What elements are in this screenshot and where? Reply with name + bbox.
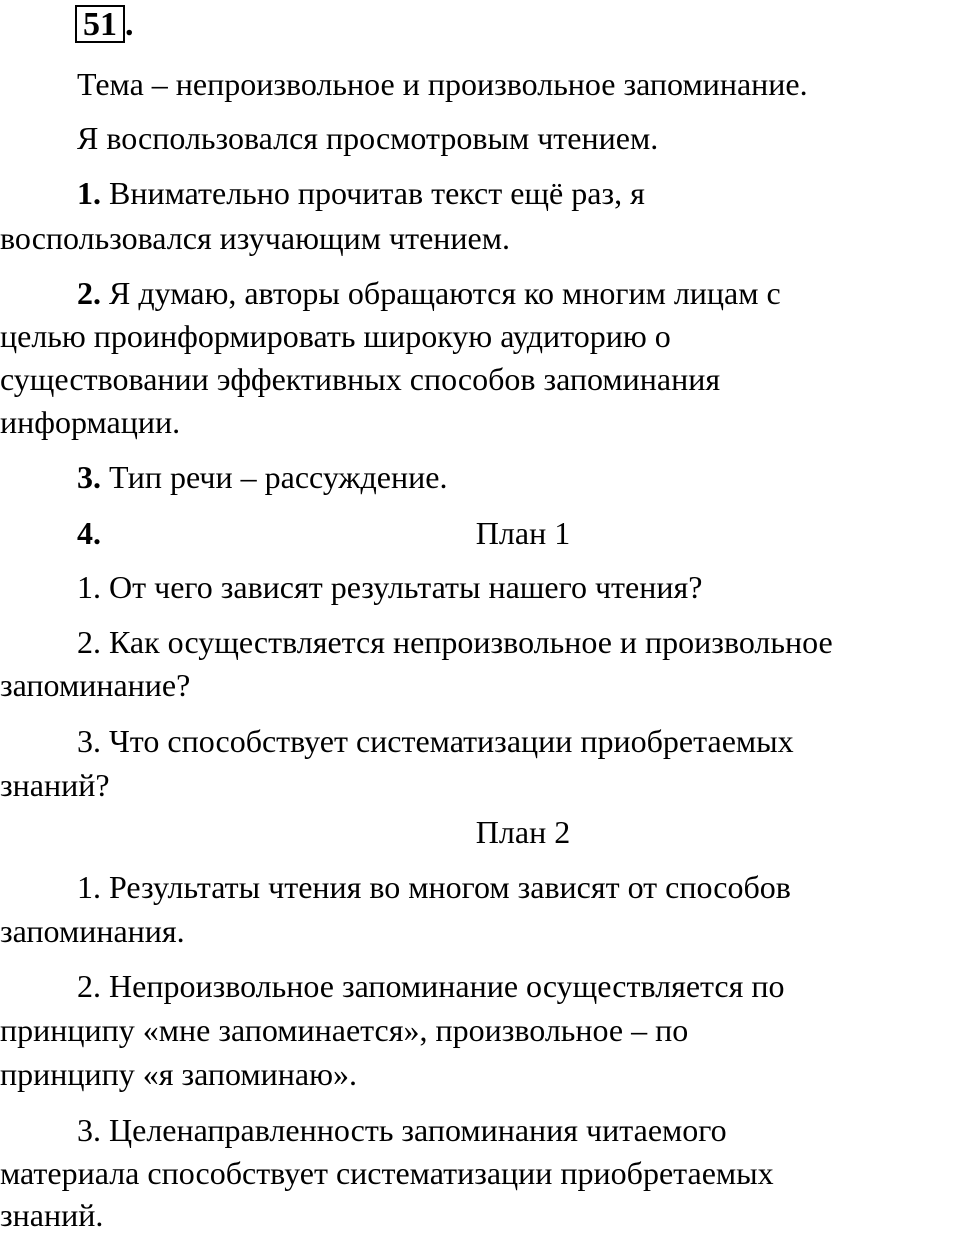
answer-2-line-4: информации.: [0, 404, 181, 440]
plan-2-item-1-line-2: запоминания.: [0, 913, 185, 949]
answer-1-number: 1.: [77, 175, 101, 211]
answer-4-number: 4.: [77, 515, 101, 551]
plan-2-item-2-line-1: 2. Непроизвольное запоминание осуществляется по: [77, 968, 785, 1004]
topic-line: Тема – непроизвольное и произвольное запоминание.: [77, 66, 808, 102]
plan-1-item-2-line-1: 2. Как осуществляется непроизвольное и произвольное: [77, 624, 833, 660]
reading-mode-line: Я воспользовался просмотровым чтением.: [77, 120, 659, 156]
answer-2-number: 2.: [77, 275, 101, 311]
plan-2-item-3-line-1: 3. Целенаправленность запоминания читаемого: [77, 1112, 727, 1148]
plan-1-item-3-line-2: знаний?: [0, 767, 110, 803]
plan-1-title: План 1: [475, 515, 571, 551]
plan-1-item-3-line-1: 3. Что способствует систематизации приобретаемых: [77, 723, 794, 759]
answer-1-line-1: 1. Внимательно прочитав текст ещё раз, я: [77, 175, 645, 211]
plan-1-item-1: 1. От чего зависят результаты нашего чтения?: [77, 569, 703, 605]
plan-2-item-2-line-2: принципу «мне запоминается», произвольное – по: [0, 1012, 689, 1048]
answer-2-line-3: существовании эффективных способов запоминания: [0, 361, 721, 397]
plan-2-item-2-line-3: принципу «я запоминаю».: [0, 1056, 358, 1092]
answer-1-line-2: воспользовался изучающим чтением.: [0, 220, 510, 256]
task-number-box: 51: [75, 5, 125, 43]
plan-2-title: План 2: [475, 814, 571, 850]
plan-1-item-2-line-2: запоминание?: [0, 667, 191, 703]
answer-2-line-2: целью проинформировать широкую аудиторию о: [0, 318, 671, 354]
answer-3-line-1: 3. Тип речи – рассуждение.: [77, 459, 448, 495]
plan-2-item-3-line-3: знаний.: [0, 1197, 104, 1233]
plan-2-item-1-line-1: 1. Результаты чтения во многом зависят от способов: [77, 869, 791, 905]
answer-2-line-1: 2. Я думаю, авторы обращаются ко многим лицам с: [77, 275, 781, 311]
answer-3-number: 3.: [77, 459, 101, 495]
plan-2-item-3-line-2: материала способствует систематизации приобретаемых: [0, 1155, 774, 1191]
task-number: 51 .: [75, 5, 134, 44]
